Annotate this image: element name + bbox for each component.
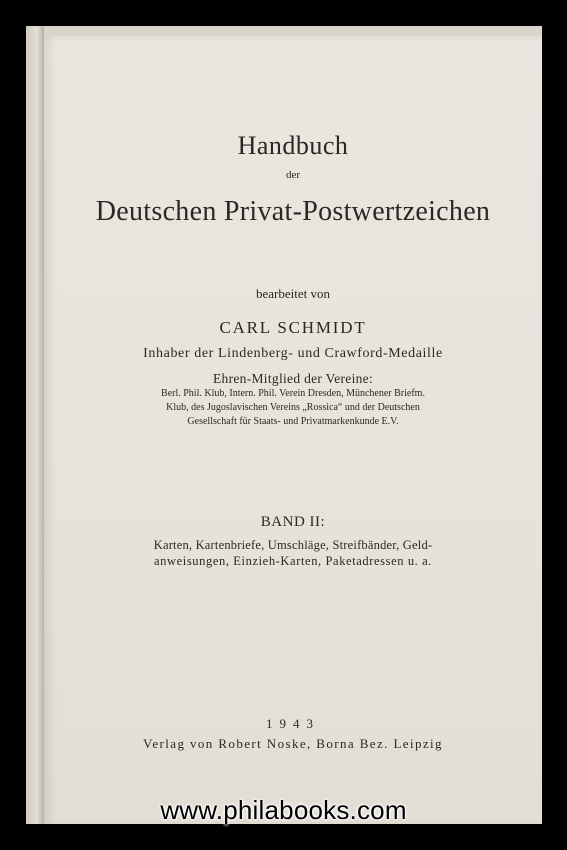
- author-name: CARL SCHMIDT: [219, 318, 367, 337]
- title-line-2: der: [285, 169, 301, 181]
- title-page: [44, 36, 542, 824]
- contents-line: Karten, Kartenbriefe, Umschläge, Streifbänder, Geld-: [153, 538, 433, 552]
- edited-by-label: bearbeitet von: [256, 286, 330, 301]
- watermark-text: www.philabooks.com: [160, 795, 407, 825]
- honorary-heading: Ehren-Mitglied der Vereine:: [212, 371, 374, 386]
- contents-line: anweisungen, Einzieh-Karten, Paketadressen u. a.: [153, 554, 432, 568]
- volume-label: BAND II:: [260, 514, 326, 530]
- club-line: Klub, des Jugoslavischen Vereins „Rossica“ und der Deutschen: [166, 402, 420, 413]
- club-line: Berl. Phil. Klub, Intern. Phil. Verein Dresden, Münchener Briefm.: [161, 388, 425, 399]
- club-line: Gesellschaft für Staats- und Privatmarkenkunde E.V.: [187, 416, 399, 427]
- book-spine-edge: [26, 26, 44, 824]
- title-line-1: Handbuch: [237, 131, 349, 160]
- publisher-line: Verlag von Robert Noske, Borna Bez. Leipzig: [143, 736, 443, 751]
- main-title: Deutschen Privat-Postwertzeichen: [95, 196, 491, 227]
- author-title: Inhaber der Lindenberg- und Crawford-Medaille: [143, 346, 443, 361]
- publication-year: 1943: [266, 716, 320, 731]
- book-photo: [26, 26, 542, 824]
